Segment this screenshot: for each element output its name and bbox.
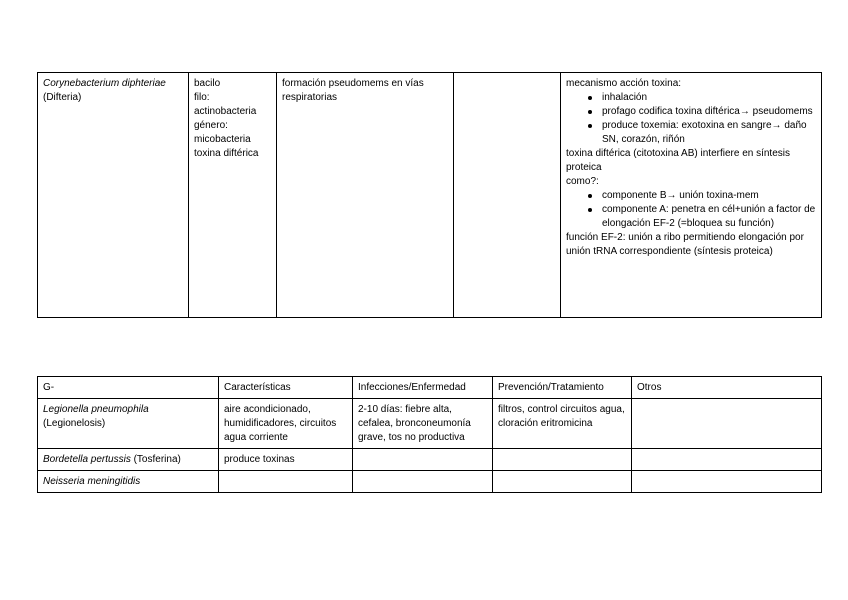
organism-cell	[38, 471, 219, 493]
header-cell: Características	[219, 377, 353, 399]
prevention-cell	[493, 471, 632, 493]
organism-cell	[38, 449, 219, 471]
characteristic-line: filo:	[194, 92, 210, 103]
diphtheria-table	[37, 72, 822, 318]
infection-cell	[353, 471, 493, 493]
table-row	[38, 449, 822, 471]
table-header-row	[38, 377, 822, 399]
characteristic-line: micobacteria	[194, 134, 251, 145]
characteristic-line: género:	[194, 120, 228, 131]
notes-paragraph: toxina diftérica (citotoxina AB) interfiere en síntesis proteica	[566, 148, 790, 173]
infection-cell: 2-10 días: fiebre alta, cefalea, bronconeumonía grave, tos no productiva	[353, 399, 493, 449]
other-cell	[632, 399, 822, 449]
characteristic-line: actinobacteria	[194, 106, 257, 117]
list-item: componente B→ unión toxina-mem	[602, 189, 816, 203]
characteristics-cell	[219, 471, 353, 493]
characteristics-cell	[189, 73, 277, 318]
notes-heading: como?:	[566, 176, 599, 187]
organism-cell	[38, 399, 219, 449]
disease-name: (Tosferina)	[130, 454, 181, 465]
diphtheria-row	[38, 73, 822, 318]
organism-cell	[38, 73, 189, 318]
table-row	[38, 399, 822, 449]
table-row	[38, 471, 822, 493]
disease-name: (Difteria)	[43, 92, 82, 103]
other-cell	[632, 471, 822, 493]
organism-name: Neisseria meningitidis	[43, 476, 141, 487]
components-list	[566, 189, 816, 231]
infection-text: formación pseudomems en vías respiratorias	[282, 78, 424, 103]
header-cell: Infecciones/Enfermedad	[353, 377, 493, 399]
gram-negative-table	[37, 376, 822, 493]
characteristics-cell: aire acondicionado, humidificadores, circuitos agua corriente	[219, 399, 353, 449]
organism-name: Bordetella pertussis	[43, 454, 131, 465]
notes-heading: mecanismo acción toxina:	[566, 78, 682, 89]
disease-name: (Legionelosis)	[43, 418, 106, 429]
list-item: produce toxemia: exotoxina en sangre→ daño SN, corazón, riñón	[602, 119, 816, 147]
list-item: componente A: penetra en cél+unión a factor de elongación EF-2 (=bloquea su función)	[602, 204, 816, 229]
notes-paragraph: función EF-2: unión a ribo permitiendo elongación por unión tRNA correspondiente (síntesis proteica)	[566, 232, 804, 257]
list-item: profago codifica toxina diftérica→ pseudomems	[602, 105, 816, 119]
other-cell	[632, 449, 822, 471]
notes-cell	[561, 73, 822, 318]
characteristics-cell: produce toxinas	[219, 449, 353, 471]
list-item: inhalación	[602, 91, 816, 105]
characteristic-line: bacilo	[194, 78, 221, 89]
header-cell: G-	[38, 377, 219, 399]
header-cell: Prevención/Tratamiento	[493, 377, 632, 399]
organism-name: Legionella pneumophila	[43, 404, 149, 415]
organism-name: Corynebacterium diphteriae	[43, 78, 166, 89]
prevention-cell	[454, 73, 561, 318]
characteristic-line: toxina diftérica	[194, 148, 259, 159]
header-cell: Otros	[632, 377, 822, 399]
prevention-cell	[493, 449, 632, 471]
infection-cell	[277, 73, 454, 318]
mechanism-list	[566, 91, 816, 147]
infection-cell	[353, 449, 493, 471]
prevention-cell: filtros, control circuitos agua, cloración eritromicina	[493, 399, 632, 449]
